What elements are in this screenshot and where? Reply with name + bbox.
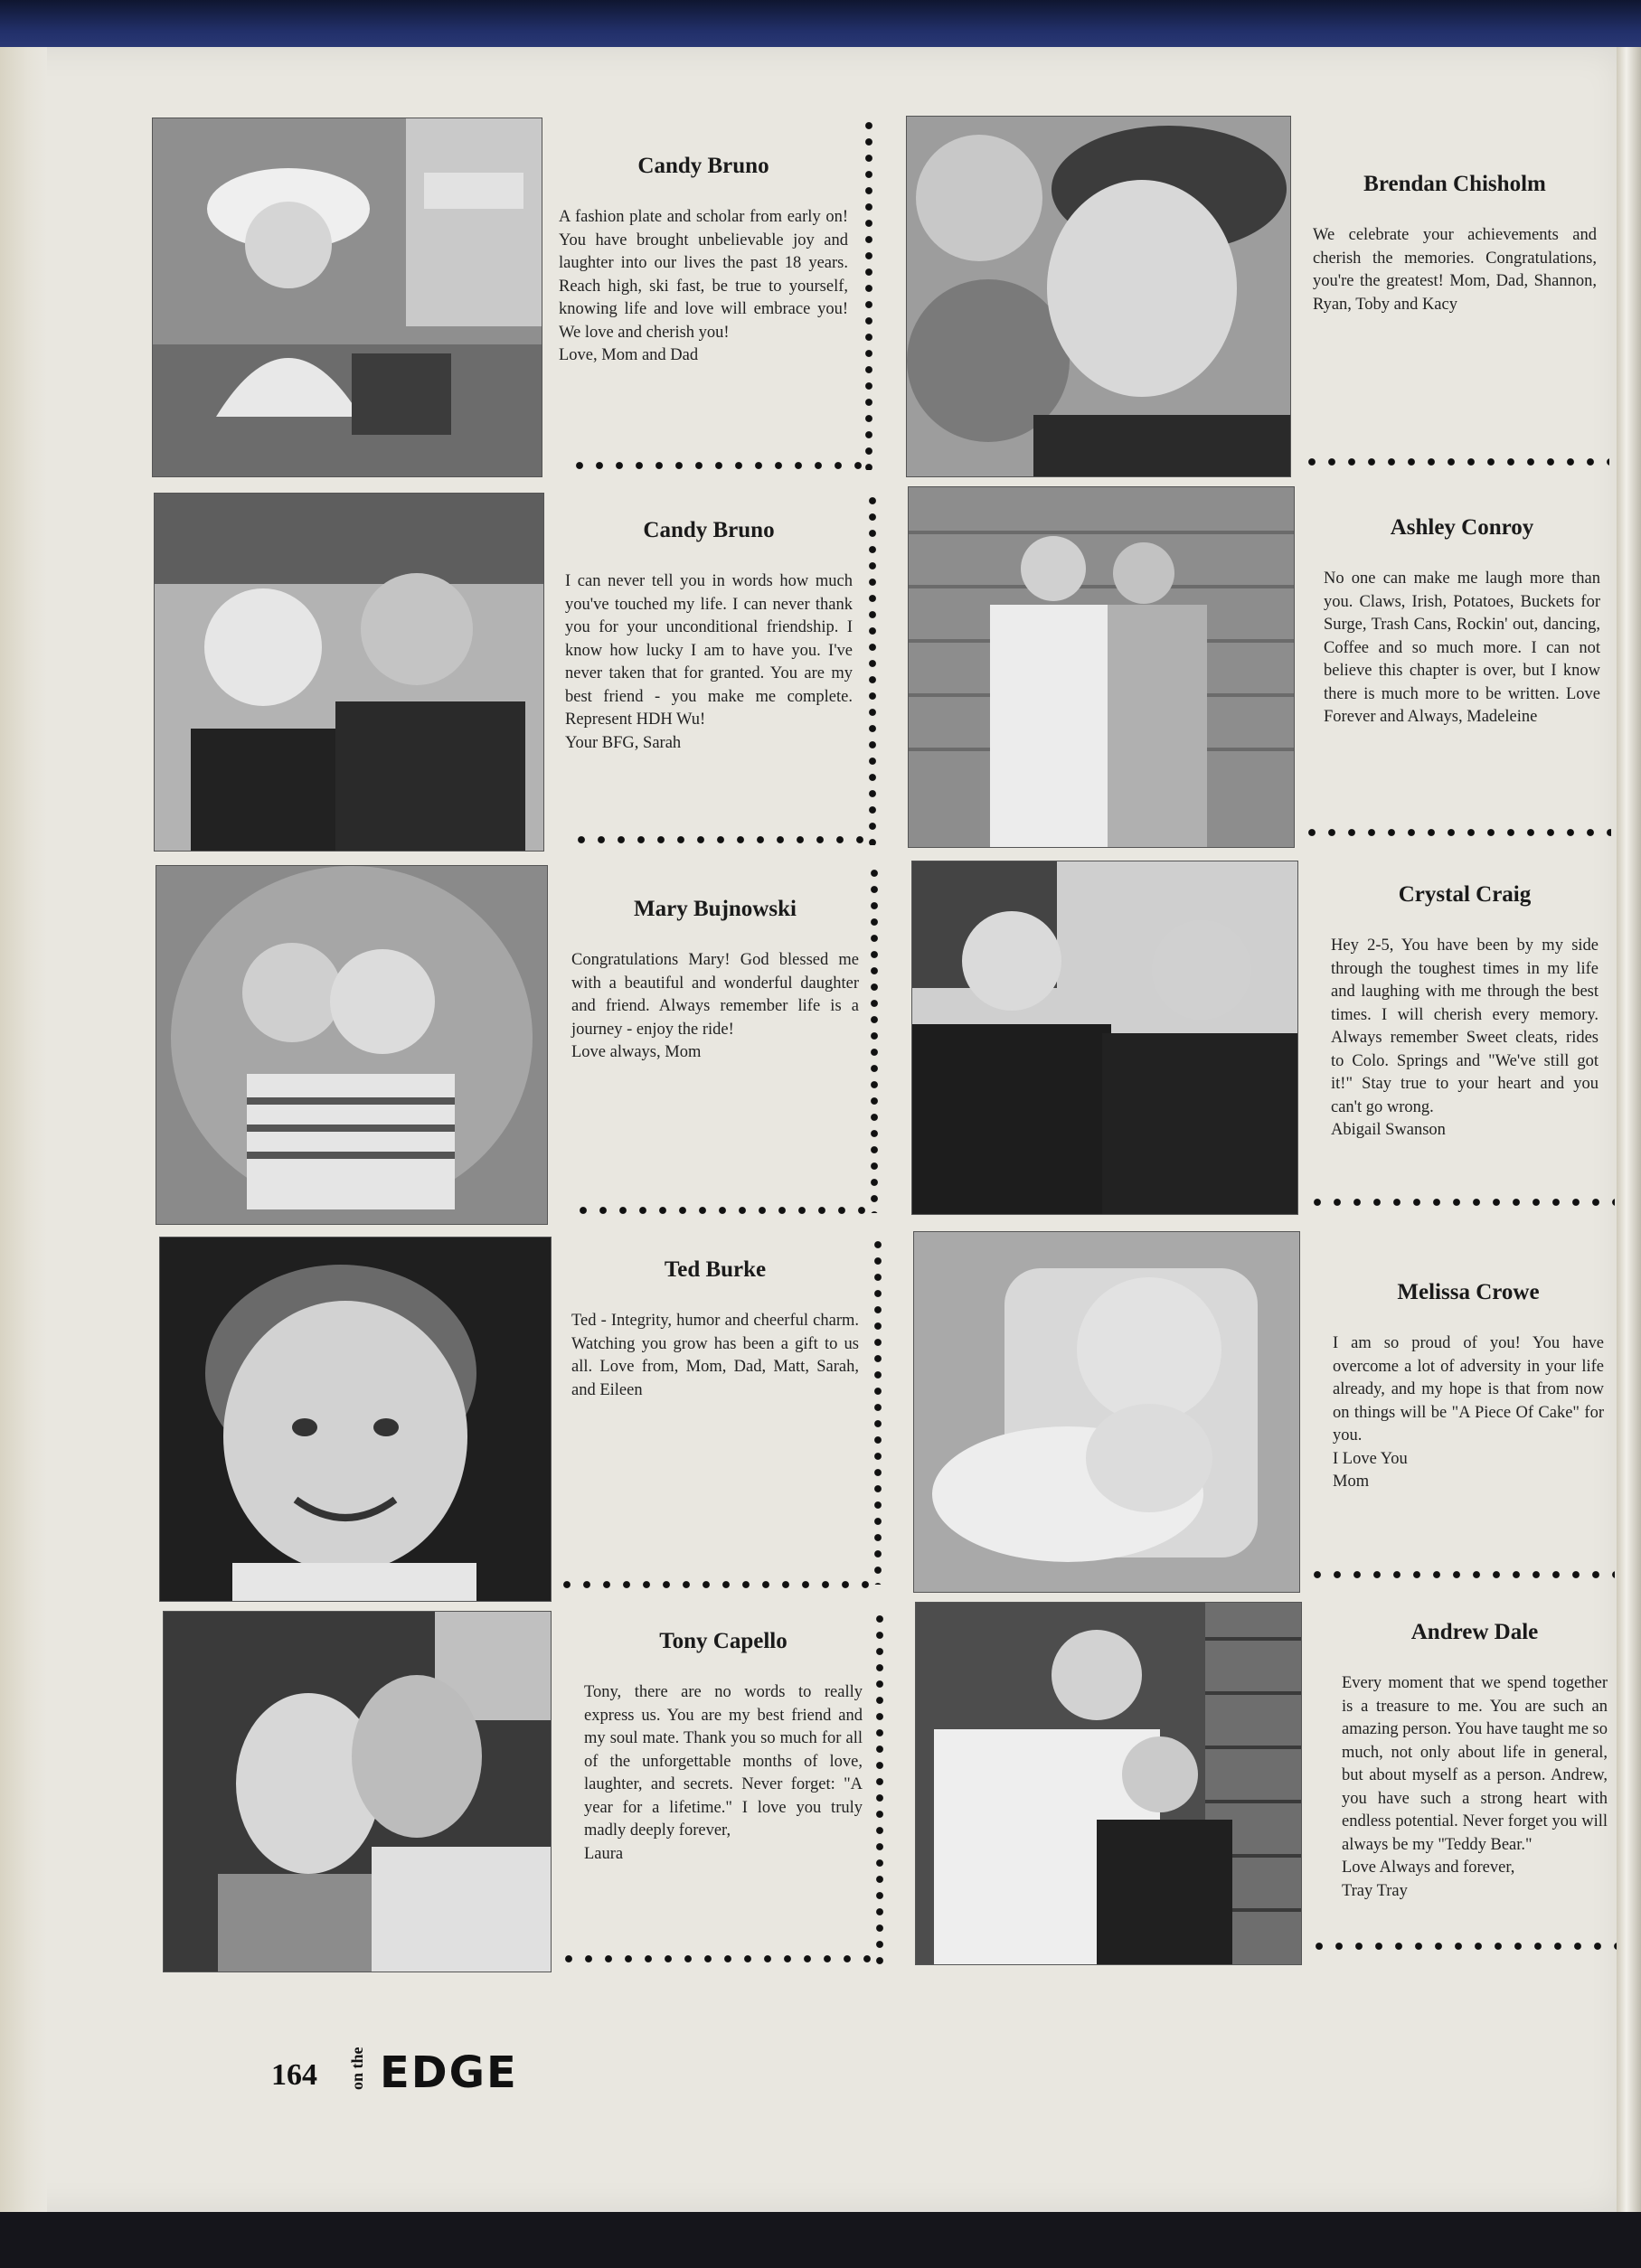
dotted-separator bbox=[873, 1237, 882, 1585]
message-text: We celebrate your achievements and cherish the memories. Congratulations, you're the greatest! Mom, Dad, Shannon, Ryan, Toby and Kacy bbox=[1313, 226, 1597, 314]
photo-boy-portrait bbox=[159, 1237, 552, 1602]
dotted-separator bbox=[870, 865, 879, 1213]
dotted-separator bbox=[559, 1954, 877, 1963]
dotted-separator bbox=[1302, 828, 1611, 837]
dotted-separator bbox=[1307, 1570, 1615, 1579]
dotted-separator bbox=[573, 1206, 872, 1215]
student-name: Candy Bruno bbox=[637, 154, 769, 178]
dotted-separator bbox=[1302, 457, 1609, 466]
dotted-separator bbox=[864, 118, 873, 470]
message-text: Every moment that we spend together is a treasure to me. You are such an amazing person. You have taught me so much, not only about life in general, but about myself as a person. Andrew, you have such a strong heart with endless potential. Never forget you will always be my "Teddy Bear." Love Always and forever, Tray Tray bbox=[1342, 1674, 1608, 1900]
photo-child-with-hat bbox=[152, 118, 542, 477]
student-name: Ted Burke bbox=[664, 1257, 767, 1282]
photo-two-girls bbox=[154, 493, 544, 852]
photo-baby-with-cake bbox=[913, 1231, 1300, 1593]
dotted-separator bbox=[868, 493, 877, 845]
message-text: Hey 2-5, You have been by my side through the toughest times in my life and laughing with me through the best times. I will cherish every memory. Always remember Sweet cleats, rides to Colo. Springs and "We've still got it!" Stay true to your heart and you can't go wrong. Abigail Swanson bbox=[1331, 936, 1599, 1139]
message-text: Tony, there are no words to really express us. You are my best friend and my soul mate. Thank you so much for all of the unforgettable months of love, laughter, and secrets. Never forget: "A year for a lifetime." I love you truly madly deeply forever, Laura bbox=[584, 1683, 863, 1863]
photo-two-girls-costumes bbox=[908, 486, 1295, 848]
page-binding-edge bbox=[0, 47, 47, 2212]
student-name: Mary Bujnowski bbox=[634, 897, 797, 921]
student-name: Candy Bruno bbox=[643, 518, 775, 542]
dotted-separator bbox=[571, 835, 870, 844]
message-text: I can never tell you in words how much you've touched my life. I can never thank you for your unconditional friendship. I know how lucky I am to have you. I've never taken that for granted. You are my best friend - you make me complete. Represent HDH Wu! Your BFG, Sarah bbox=[565, 572, 853, 752]
edge-logo: EDGE bbox=[380, 2047, 518, 2098]
page-stack-edge bbox=[1617, 47, 1641, 2212]
page-number: 164 bbox=[271, 2058, 317, 2092]
dotted-separator bbox=[875, 1611, 884, 1965]
message-text: No one can make me laugh more than you. Claws, Irish, Potatoes, Buckets for Surge, Trash Cans, Rockin' out, dancing, Coffee and so much more. I can not believe this chapter is over, but I know there is much more to be written. Love Forever and Always, Madeleine bbox=[1324, 569, 1600, 726]
dotted-separator bbox=[1309, 1942, 1617, 1951]
message-text: A fashion plate and scholar from early on! You have brought unbelievable joy and laughter into our lives the past 18 years. Reach high, ski fast, be true to yourself, knowing life and love will embrace you! We love and cherish you! Love, Mom and Dad bbox=[559, 208, 848, 364]
photo-couple-soccer bbox=[915, 1602, 1302, 1965]
student-name: Melissa Crowe bbox=[1397, 1280, 1540, 1304]
student-name: Andrew Dale bbox=[1410, 1620, 1539, 1644]
dotted-separator bbox=[570, 461, 868, 470]
message-text: Congratulations Mary! God blessed me with a beautiful and wonderful daughter and friend. Always remember life is a journey - enjoy the ride! Love always, Mom bbox=[571, 951, 859, 1061]
scan-bottom-border bbox=[0, 2212, 1641, 2268]
student-name: Brendan Chisholm bbox=[1363, 172, 1546, 196]
message-text: I am so proud of you! You have overcome a lot of adversity in your life already, and my hope is that from now on things will be "A Piece Of Cake" for you. I Love You Mom bbox=[1333, 1334, 1604, 1491]
logo-small-text: on the bbox=[348, 2047, 366, 2090]
student-name: Crystal Craig bbox=[1398, 882, 1532, 907]
photo-two-toddlers bbox=[156, 865, 548, 1225]
message-text: Ted - Integrity, humor and cheerful charm. Watching you grow has been a gift to us all. Love from, Mom, Dad, Matt, Sarah, and Eileen bbox=[571, 1312, 859, 1399]
student-name: Ashley Conroy bbox=[1390, 515, 1534, 540]
photo-two-friends bbox=[911, 861, 1298, 1215]
dotted-separator bbox=[557, 1580, 873, 1589]
photo-couple bbox=[163, 1611, 552, 1972]
student-name: Tony Capello bbox=[659, 1629, 787, 1653]
photo-boy-with-cap bbox=[906, 116, 1291, 477]
dotted-separator bbox=[1307, 1198, 1615, 1207]
scan-top-border bbox=[0, 0, 1641, 52]
